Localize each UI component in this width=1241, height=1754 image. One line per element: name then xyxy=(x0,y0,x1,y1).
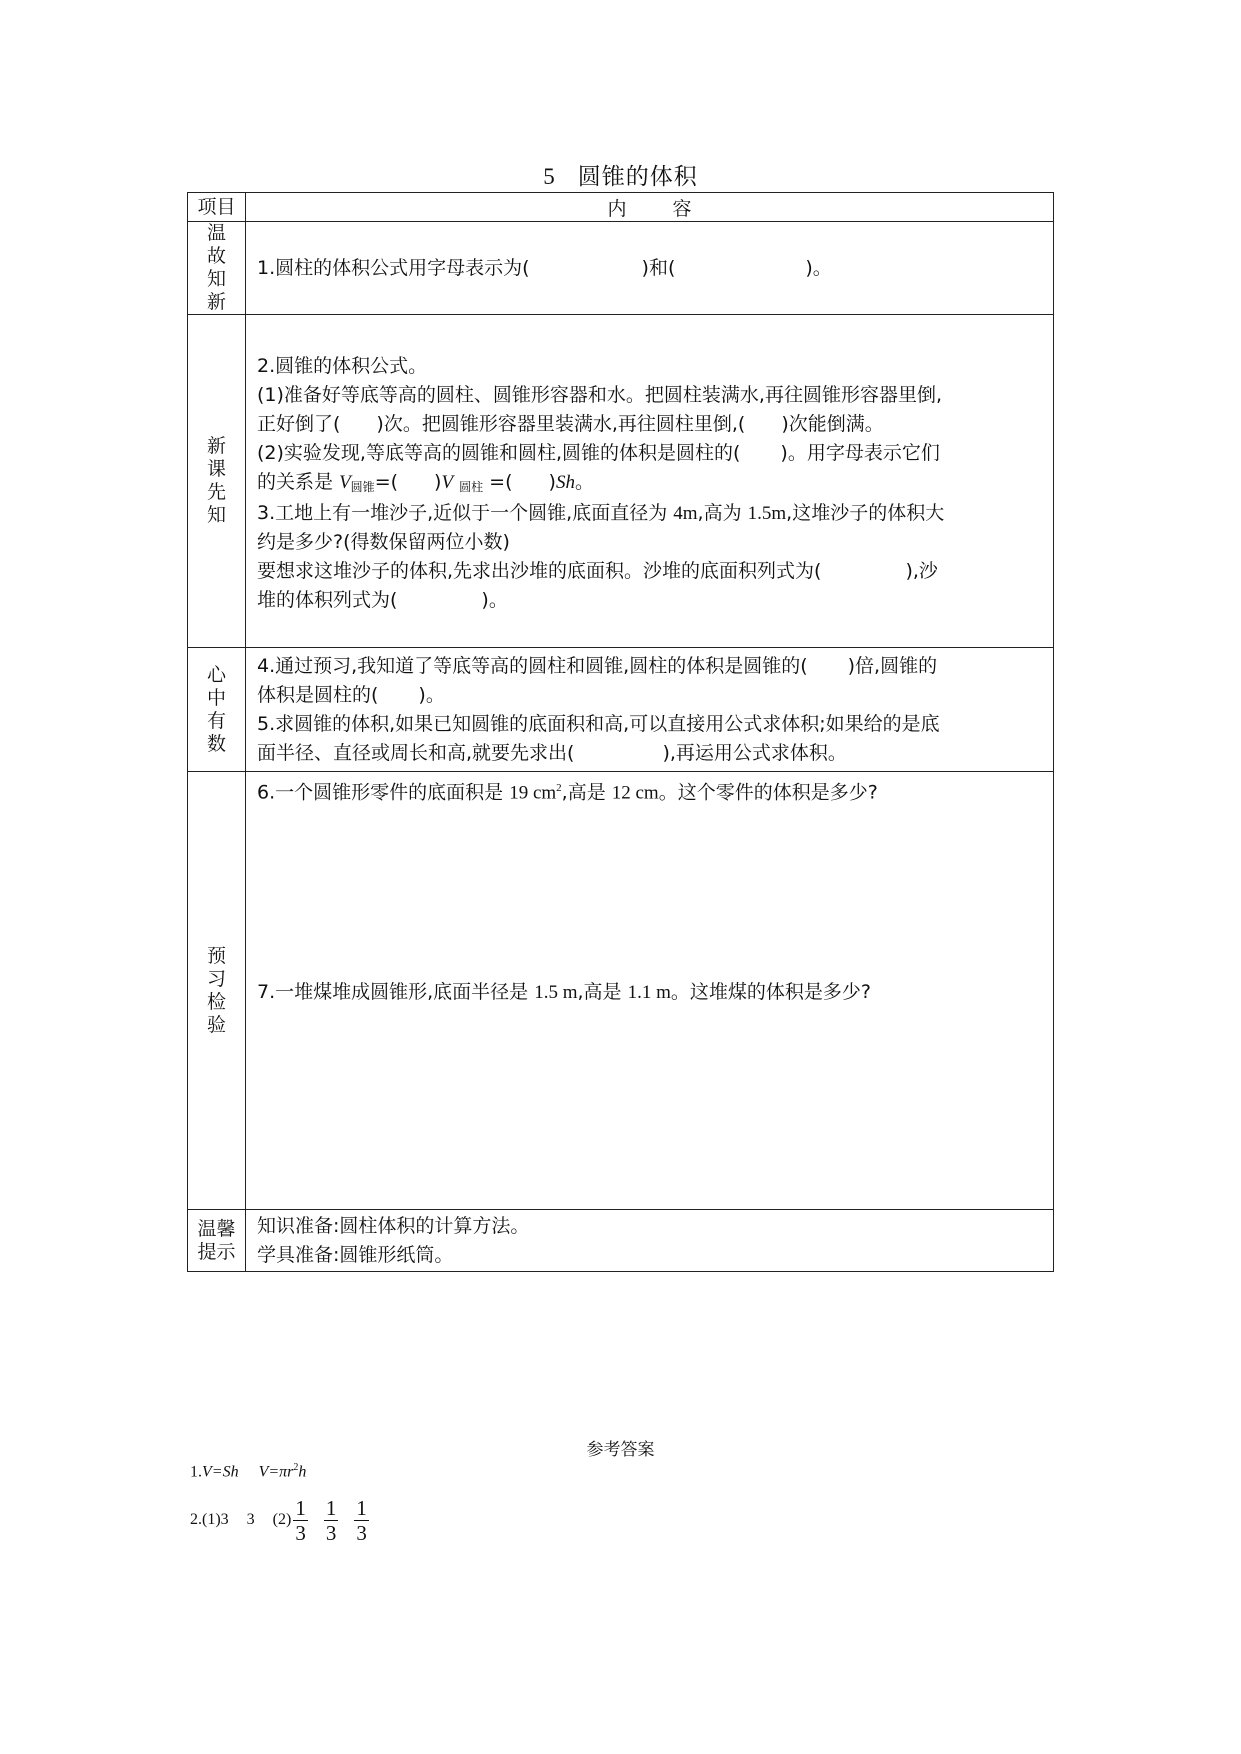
tips-text xyxy=(246,1212,1053,1270)
question-3-line3: 要想求这堆沙子的体积,先求出沙堆的底面积。沙堆的底面积列式为( ),沙 xyxy=(257,559,938,582)
question-3-line4: 堆的体积列式为( )。 xyxy=(257,588,508,611)
preview-label: 预习检验 xyxy=(188,772,246,1210)
question-2-2-line2: 的关系是 V圆锥=( )V 圆柱 =( )Sh。 xyxy=(257,470,594,494)
header-content: 内容 xyxy=(246,193,1054,222)
question-6: 6.一个圆锥形零件的底面积是 19 $cm^2$,高是 12 cm。这个零件的体积是多少? xyxy=(257,781,878,804)
question-3-line2: 约是多少?(得数保留两位小数) xyxy=(257,530,510,553)
fraction-one-third: $\frac{1}{3}$ xyxy=(325,1496,337,1545)
question-4-line1: 4.通过预习,我知道了等底等高的圆柱和圆锥,圆柱的体积是圆锥的( )倍,圆锥的 xyxy=(257,654,938,677)
worksheet-table xyxy=(187,192,1054,1272)
questions-4-5 xyxy=(246,652,1053,768)
tips-row xyxy=(188,1210,1054,1272)
preview-content xyxy=(246,772,1054,1210)
question-4-line2: 体积是圆柱的( )。 xyxy=(257,683,445,706)
question-2-title: 2.圆锥的体积公式。 xyxy=(257,354,428,377)
answer-2: 2.(1)3 3 (2) $\frac{1}{3}$ $\frac{1}{3}$ $\frac{1}{3}$ xyxy=(190,1496,367,1545)
tips-line-2: 学具准备:圆锥形纸筒。 xyxy=(257,1243,454,1266)
question-2-2-line1: (2)实验发现,等底等高的圆锥和圆柱,圆锥的体积是圆柱的( )。用字母表示它们 xyxy=(257,441,940,464)
question-5-line2: 面半径、直径或周长和高,就要先求出( ),再运用公式求体积。 xyxy=(257,741,847,764)
mind-label: 心中有数 xyxy=(188,648,246,772)
question-7: 7.一堆煤堆成圆锥形,底面半径是 1.5 m,高是 1.1 m。这堆煤的体积是多少? xyxy=(257,981,871,1003)
tips-label: 温馨提示 xyxy=(188,1210,246,1272)
page-title: 5 圆锥的体积 xyxy=(543,164,698,190)
newcourse-content xyxy=(246,315,1054,648)
table-header-row xyxy=(188,193,1054,222)
question-2-1-line2: 正好倒了( )次。把圆锥形容器里装满水,再往圆柱里倒,( )次能倒满。 xyxy=(257,412,884,435)
answer-1: 1.V=Sh $V=\pi r^2h$ xyxy=(190,1462,307,1481)
question-1: 1.圆柱的体积公式用字母表示为( )和( )。 xyxy=(257,256,832,279)
question-3-line1: 3.工地上有一堆沙子,近似于一个圆锥,底面直径为 4m,高为 1.5m,这堆沙子的体积大 xyxy=(257,501,945,524)
newcourse-label: 新课先知 xyxy=(188,315,246,648)
fraction-one-third: $\frac{1}{3}$ xyxy=(356,1496,367,1545)
newcourse-row xyxy=(188,315,1054,648)
answers-title: 参考答案 xyxy=(586,1440,655,1460)
review-row xyxy=(188,222,1054,315)
fraction-one-third: $\frac{1}{3}$ xyxy=(295,1496,306,1545)
mind-row xyxy=(188,648,1054,772)
questions-2-3 xyxy=(246,348,1053,615)
tips-line-1: 知识准备:圆柱体积的计算方法。 xyxy=(257,1214,530,1237)
tips-content xyxy=(246,1210,1054,1272)
question-5-line1: 5.求圆锥的体积,如果已知圆锥的底面积和高,可以直接用公式求体积;如果给的是底 xyxy=(257,712,940,735)
header-project: 项目 xyxy=(188,193,246,222)
mind-content xyxy=(246,648,1054,772)
review-content xyxy=(246,222,1054,315)
question-2-1-line1: (1)准备好等底等高的圆柱、圆锥形容器和水。把圆柱装满水,再往圆锥形容器里倒, xyxy=(257,383,942,406)
review-label: 温故知新 xyxy=(188,222,246,315)
preview-row xyxy=(188,772,1054,1210)
